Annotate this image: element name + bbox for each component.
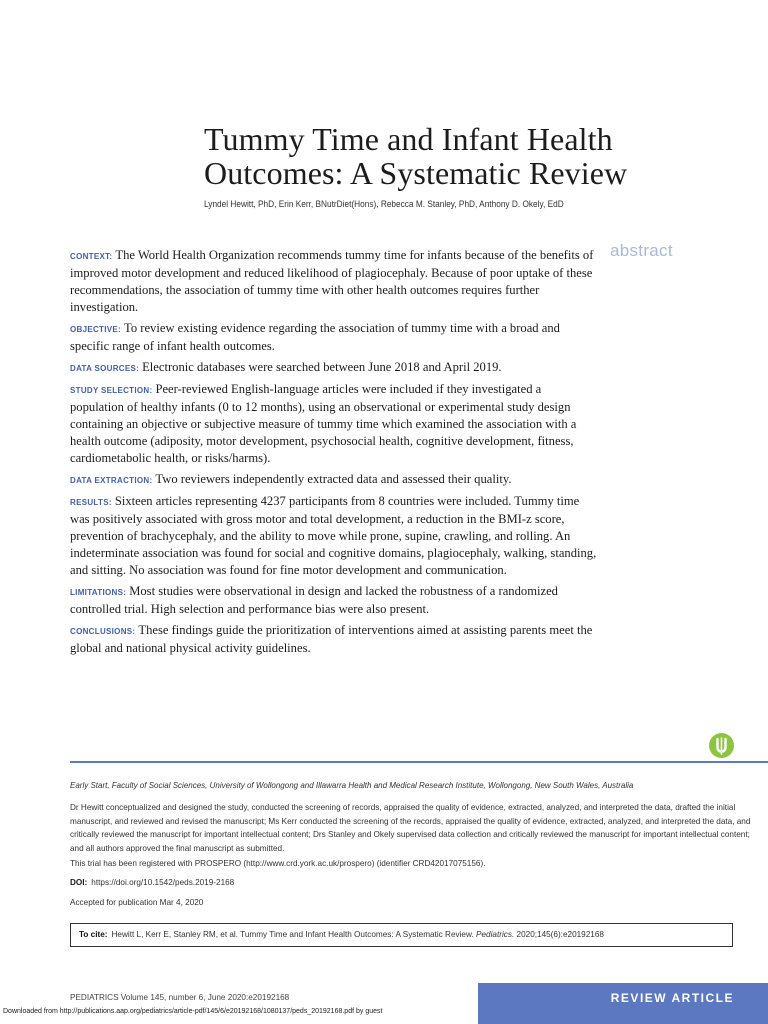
abstract-section-data-extraction (70, 471, 598, 489)
citation-box (70, 923, 733, 947)
section-text: Two reviewers independently extracted data and assessed their quality. (155, 472, 512, 486)
citation-label: To cite: (79, 930, 108, 939)
open-access-logo-icon (709, 733, 734, 758)
section-text: These findings guide the prioritization of interventions aimed at assisting parents meet the global and national physical activity guidelines. (70, 623, 593, 655)
author-list: Lyndel Hewitt, PhD, Erin Kerr, BNutrDiet(Hons), Rebecca M. Stanley, PhD, Anthony D. Okely, EdD (204, 199, 564, 209)
accepted-date: Accepted for publication Mar 4, 2020 (70, 898, 204, 907)
journal-info: PEDIATRICS Volume 145, number 6, June 2020:e20192168 (70, 993, 290, 1002)
affiliation: Early Start, Faculty of Social Sciences, University of Wollongong and Illawarra Health and Medical Research Institute, Wollongong, New South Wales, Australia (70, 781, 634, 790)
doi-link[interactable]: https://doi.org/10.1542/peds.2019-2168 (91, 878, 235, 887)
download-notice: Downloaded from http://publications.aap.org/pediatrics/article-pdf/145/6/e20192168/1080137/peds_20192168.pdf by guest (3, 1008, 383, 1015)
section-label: CONTEXT: (70, 252, 113, 261)
abstract-section-study-selection (70, 381, 598, 467)
doi-label: DOI: (70, 878, 88, 887)
article-title: Tummy Time and Infant Health Outcomes: A Systematic Review (204, 121, 628, 191)
section-text: The World Health Organization recommends tummy time for infants because of the benefits of improved motor development and reduced likelihood of plagiocephaly. Because of poor uptake of these recommendations, the association of tummy time with other health outcomes requires further investigation. (70, 248, 594, 314)
section-text: Electronic databases were searched between June 2018 and April 2019. (142, 360, 502, 374)
abstract-section-data-sources (70, 359, 598, 377)
section-label: STUDY SELECTION: (70, 386, 153, 395)
section-label: DATA SOURCES: (70, 364, 140, 373)
section-text: Sixteen articles representing 4237 participants from 8 countries were included. Tummy time was positively associated with gross motor and total development, a reduction in the BMI-z score, prevention of brachycephaly, and the ability to move while prone, supine, crawling, and rolling. An indeterminate association was found for social and cognitive domains, plagiocephaly, walking, standing, and sitting. No association was found for fine motor development and communication. (70, 494, 597, 577)
citation-volume: 2020;145(6):e20192168 (516, 930, 604, 939)
section-label: RESULTS: (70, 498, 112, 507)
author-contributions: Dr Hewitt conceptualized and designed the study, conducted the screening of records, appraised the quality of evidence, extracted, analyzed, and interpreted the data, drafted the initial manuscript, and reviewed and revised the manuscript; Ms Kerr conducted the screening of the records, appraised the quality of evidence, extracted, analyzed, and interpreted the data, and critically reviewed the manuscript for important intellectual content; Drs Stanley and Okely supervised data collection and critically reviewed the manuscript for important intellectual content; and all authors approved the final manuscript as submitted. (70, 803, 751, 853)
doi-line (70, 878, 750, 887)
trial-registration: This trial has been registered with PROSPERO (http://www.crd.york.ac.uk/prospero) (identifier CRD42017075156). (70, 859, 486, 868)
abstract-section-results (70, 493, 598, 579)
abstract-section-limitations (70, 583, 598, 618)
abstract-body (70, 247, 598, 661)
section-divider (70, 761, 768, 763)
section-label: DATA EXTRACTION: (70, 476, 153, 485)
abstract-tag: abstract (610, 241, 673, 260)
section-text: Most studies were observational in design and lacked the robustness of a randomized controlled trial. High selection and performance bias were also present. (70, 584, 558, 616)
abstract-section-conclusions (70, 622, 598, 657)
section-label: LIMITATIONS: (70, 588, 127, 597)
article-type-label: REVIEW ARTICLE (610, 991, 734, 1005)
citation-text: Hewitt L, Kerr E, Stanley RM, et al. Tummy Time and Infant Health Outcomes: A Systematic Review. (111, 930, 474, 939)
section-text: Peer-reviewed English-language articles were included if they investigated a population of healthy infants (0 to 12 months), using an observational or experimental study design containing an objective or subjective measure of tummy time which examined the association with a health outcome (adiposity, motor development, psychosocial health, cognitive development, fitness, cardiometabolic health, or risks/harms). (70, 382, 577, 465)
abstract-section-context (70, 247, 598, 316)
section-label: OBJECTIVE: (70, 325, 122, 334)
section-label: CONCLUSIONS: (70, 627, 136, 636)
article-type-banner (478, 983, 768, 1024)
citation-journal: Pediatrics. (476, 930, 515, 939)
abstract-section-objective (70, 320, 598, 355)
section-text: To review existing evidence regarding the association of tummy time with a broad and specific range of infant health outcomes. (70, 321, 560, 353)
